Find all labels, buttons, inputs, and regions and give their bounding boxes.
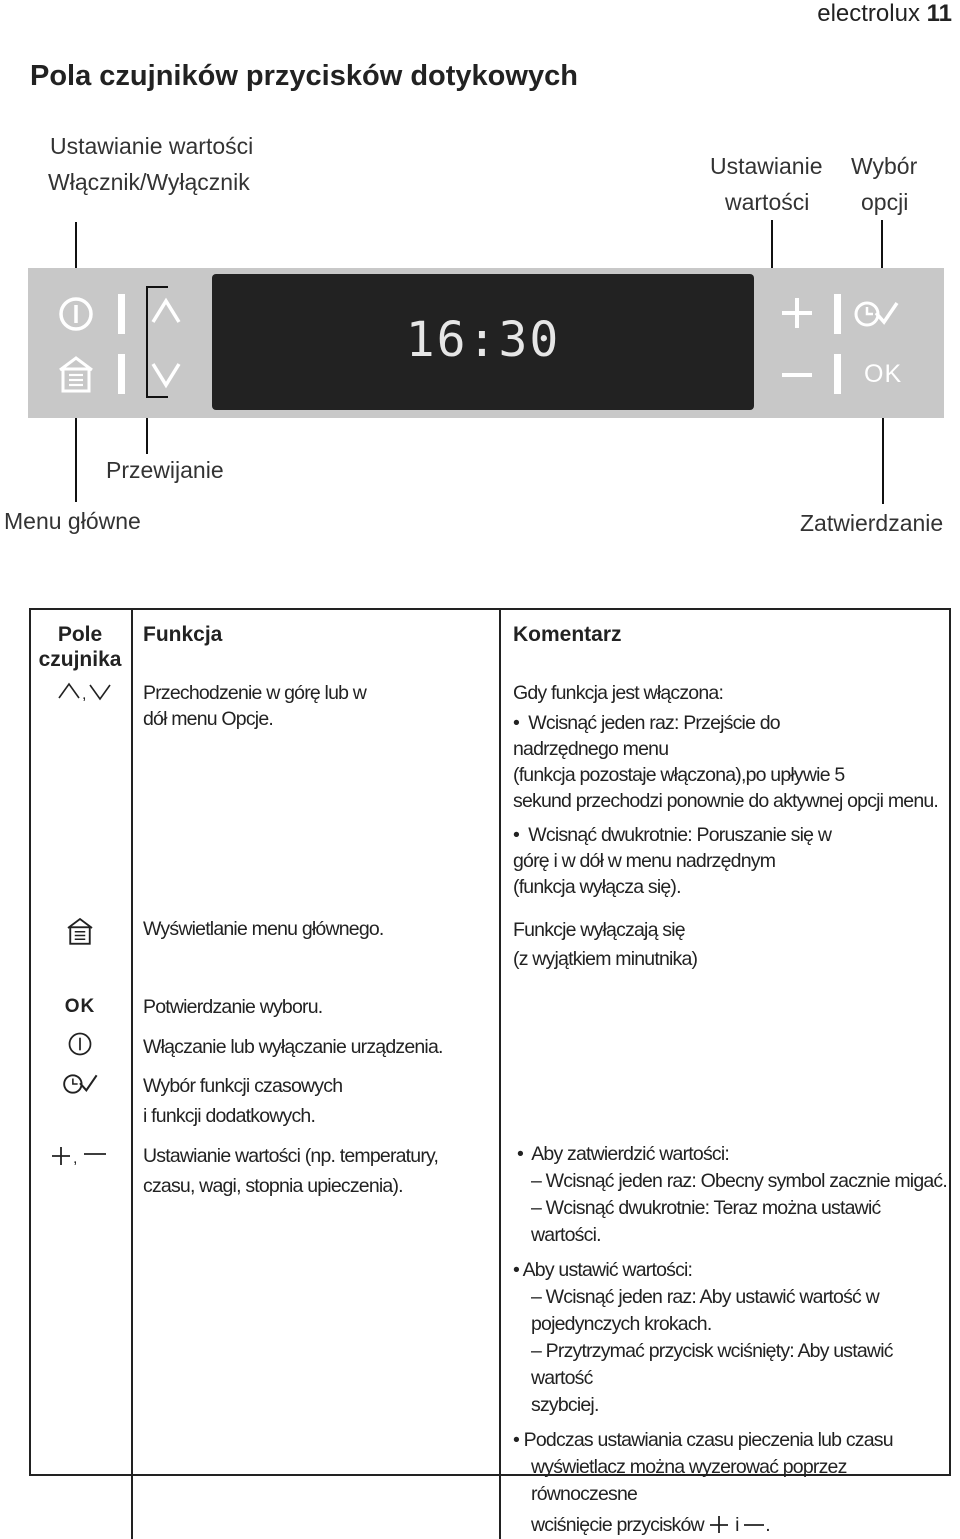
row-comment: Gdy funkcja jest włączona: • Wcisnąć jeden raz: Przejście do nadrzędnego menu (funkcja pozostaje włączona),po upływie 5 sekund przechodzi ponownie do aktywnej opcji menu. • Wcisnąć dwukrotnie: Poruszanie się w górę i w dół w menu nadrzędnym (funkcja wyłącza się). [513,682,939,898]
power-icon [66,1030,94,1058]
chevron-up-icon[interactable] [149,294,183,330]
callout-set-value-left: Ustawianie wartości [50,133,254,159]
brand-name: electrolux [817,0,920,27]
chevron-up-down-icon [45,680,115,702]
callout-option-1: Wybór [851,153,918,179]
sensor-table [29,608,953,1539]
callout-main-menu: Menu główne [4,508,141,534]
row-comment [500,1065,953,1135]
callout-confirm: Zatwierdzanie [800,510,944,536]
menu-home-icon [65,916,95,946]
ok-icon[interactable]: OK [864,360,903,388]
svg-text:,: , [73,1150,77,1167]
header-function: Funkcja [132,608,500,676]
display [212,274,754,410]
plus-icon [708,1515,730,1533]
row-symbol [29,676,132,910]
row-comment: • Aby zatwierdzić wartości: – Wcisnąć jeden raz: Obecny symbol zacznie migać. – Wcisnąć dwukrotnie: Teraz można ustawić wartości. • Aby ustawić wartości: – Wcisnąć jeden raz: Aby ustawić wartość w pojedynczych krokach. – Przytrzymać przycisk wciśnięty: Aby ustawić wartość szybciej. • Podczas ustawiania czasu pieczenia lub czasu wyświetlacz można wyzerować poprzez równoczesne wciśnięcie przycisków i . [513,1143,947,1536]
callout-option-2: opcji [861,189,909,215]
minus-icon[interactable] [778,356,816,394]
row-symbol [29,1020,132,1065]
callout-set-value-right-2: wartości [725,189,810,215]
row-symbol-ok: OK [29,982,132,1020]
chevron-down-icon[interactable] [149,356,183,392]
plus-icon[interactable] [778,294,816,332]
scroll-bracket-bottom [146,396,168,398]
row-function: Ustawianie wartości (np. temperatury, czasu, wagi, stopnia upieczenia). [132,1135,500,1539]
header-comment: Komentarz [513,623,622,646]
clock-check-icon[interactable] [852,296,900,332]
row-function: Potwierdzanie wyboru. [132,982,500,1020]
separator [118,354,125,394]
table-row [29,676,953,910]
table-row [29,1020,953,1065]
scroll-bracket [146,286,148,398]
page-title: Pola czujników przycisków dotykowych [30,60,578,92]
menu-home-icon[interactable] [56,354,96,394]
power-icon[interactable] [56,294,96,334]
table-header-row [29,608,953,676]
separator [834,354,841,394]
svg-text:,: , [82,686,86,702]
separator [834,294,841,334]
table-row [29,1065,953,1135]
row-function: Wybór funkcji czasowych i funkcji dodatkowych. [132,1065,500,1135]
table-row [29,910,953,982]
table-row [29,1135,953,1539]
row-comment: Funkcje wyłączają się (z wyjątkiem minutnika) [513,919,698,970]
callout-power: Włącznik/Wyłącznik [48,169,250,195]
plus-minus-icon [48,1143,112,1167]
callout-set-value-right-1: Ustawianie [710,153,823,179]
scroll-bracket-top [146,286,168,288]
page-header [817,0,952,28]
page-number: 11 [926,0,952,27]
separator [118,294,125,334]
row-symbol [29,1065,132,1135]
table-row [29,982,953,1020]
row-comment [500,982,953,1020]
clock-check-icon [61,1069,99,1099]
row-symbol [29,910,132,982]
minus-icon [743,1515,765,1533]
row-function: Wyświetlanie menu głównego. [132,910,500,982]
callout-scroll: Przewijanie [106,457,224,483]
row-function: Przechodzenie w górę lub w dół menu Opcje. [132,676,500,910]
row-comment [500,1020,953,1065]
display-time: 16:30 [405,312,561,368]
header-field: Pole czujnika [29,608,132,676]
row-symbol [29,1135,132,1539]
row-function: Włączanie lub wyłączanie urządzenia. [132,1020,500,1065]
